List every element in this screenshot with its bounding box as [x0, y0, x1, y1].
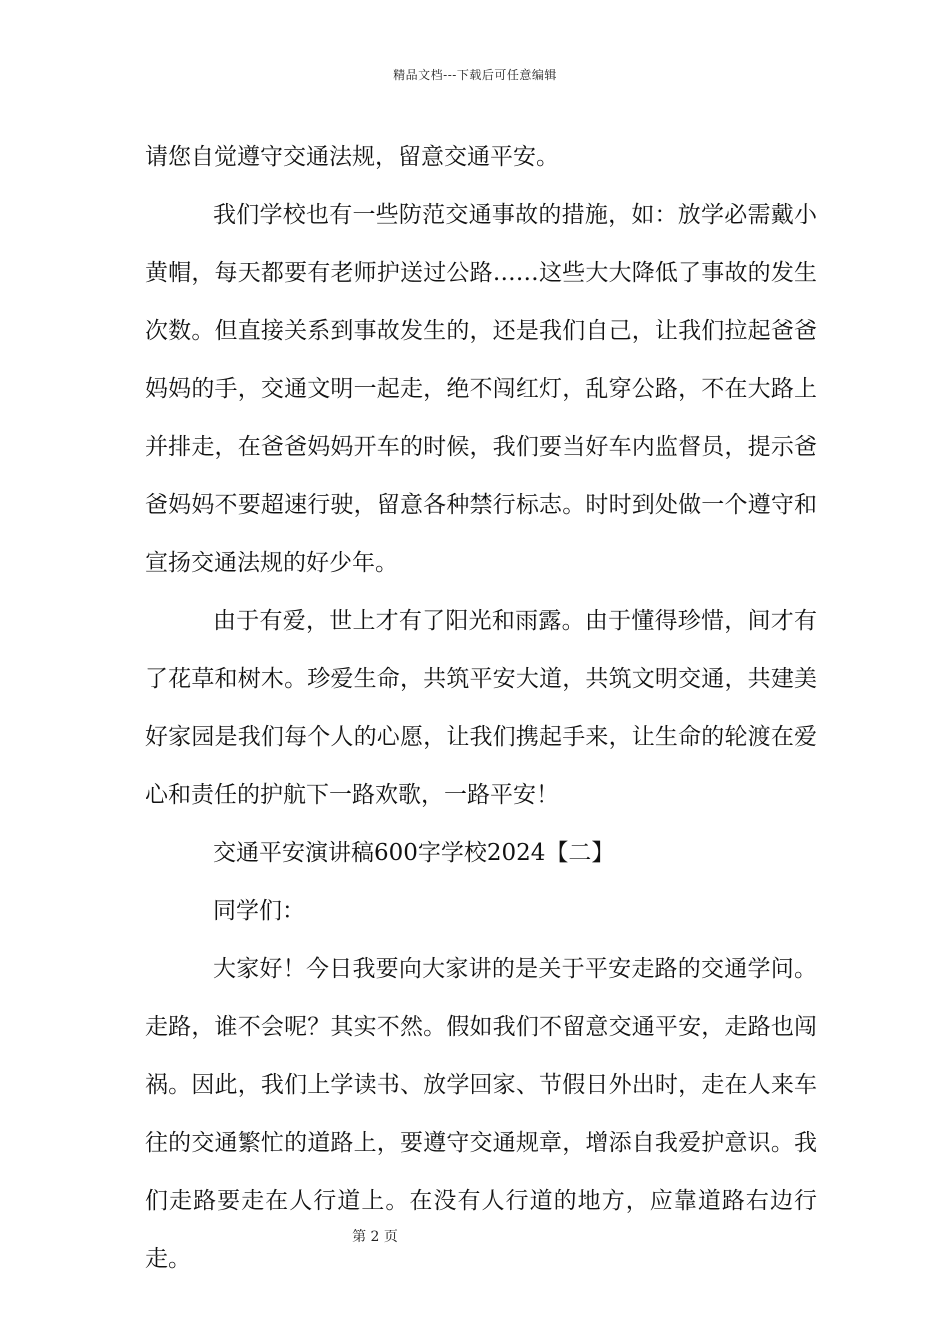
page-number: 第 2 页 — [352, 1229, 398, 1245]
paragraph-continuation: 请您自觉遵守交通法规，留意交通平安。 — [145, 144, 559, 170]
section-heading: 交通平安演讲稿600字学校2024【二】 — [213, 840, 615, 866]
document-body — [145, 128, 817, 1288]
page-header: 精品文档---下载后可任意编辑 — [393, 68, 557, 82]
salutation: 同学们： — [213, 898, 305, 924]
paragraph-school-measures: 我们学校也有一些防范交通事故的措施，如：放学必需戴小黄帽，每天都要有老师护送过公路……这些大大降低了事故的发生次数。但直接关系到事故发生的，还是我们自己，让我们拉起爸爸妈妈的手，交通文明一起走，绝不闯红灯，乱穿公路，不在大路上并排走，在爸爸妈妈开车的时候，我们要当好车内监督员，提示爸爸妈妈不要超速行驶，留意各种禁行标志。时时到处做一个遵守和宣扬交通法规的好少年。 — [145, 202, 817, 576]
paragraph-love-life: 由于有爱，世上才有了阳光和雨露。由于懂得珍惜，间才有了花草和树木。珍爱生命，共筑平安大道，共筑文明交通，共建美好家园是我们每个人的心愿，让我们携起手来，让生命的轮渡在爱心和责任的护航下一路欢歌，一路平安！ — [145, 608, 817, 808]
paragraph-walking-safety: 大家好！今日我要向大家讲的是关于平安走路的交通学问。走路，谁不会呢？其实不然。假如我们不留意交通平安，走路也闯祸。因此，我们上学读书、放学回家、节假日外出时，走在人来车往的交通繁忙的道路上，要遵守交通规章，增添自我爱护意识。我们走路要走在人行道上。在没有人行道的地方，应靠道路右边行走。 — [145, 956, 817, 1272]
